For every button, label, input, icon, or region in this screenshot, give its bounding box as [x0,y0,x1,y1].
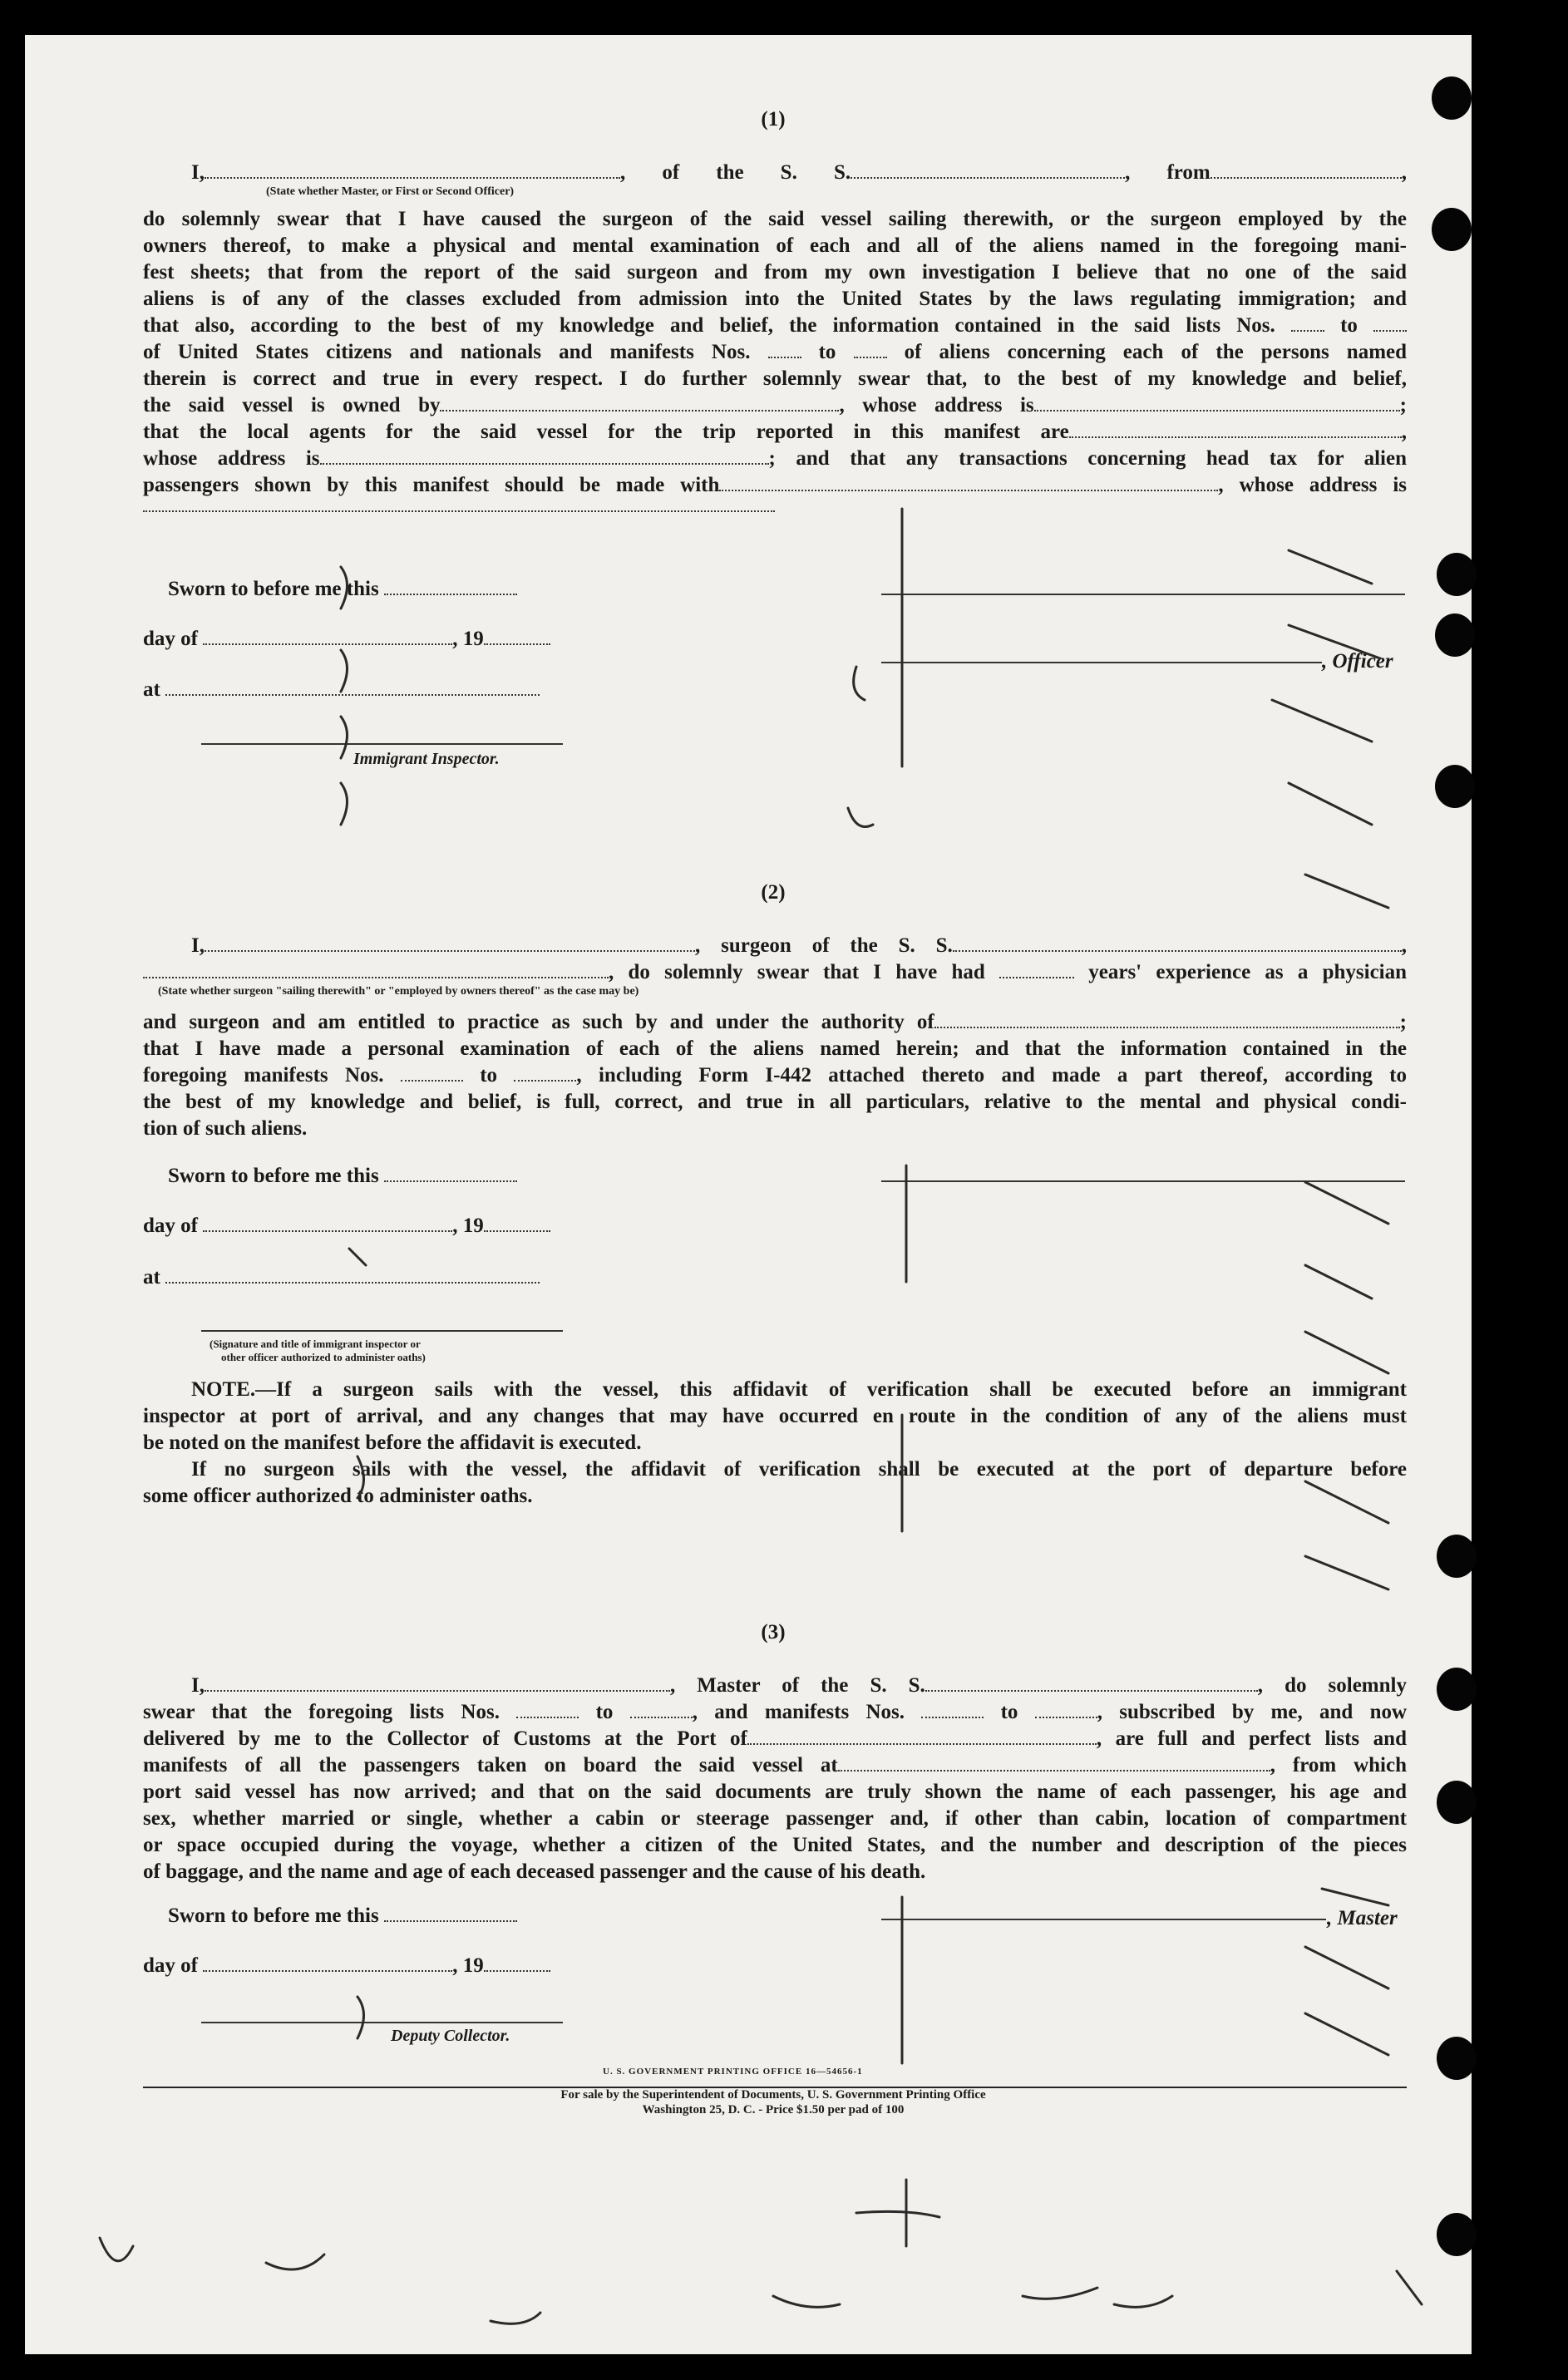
gpo-imprint: U. S. GOVERNMENT PRINTING OFFICE 16—54656-1 [603,2067,863,2077]
binder-hole [1437,2037,1477,2080]
s3-master-label: , Master [1327,1907,1398,1929]
s2-sig-note-1: (Signature and title of immigrant inspector or [210,1338,421,1350]
surgeon-note: (State whether surgeon "sailing therewith" or "employed by owners thereof" as the case may be) [158,985,639,998]
section-3-line-4: manifests of all the passengers taken on board the said vessel at , from which [143,1754,1407,1776]
section-2-foregoing-line: foregoing manifests Nos. to , including Form I-442 attached thereto and made a part thereof, according to [143,1064,1408,1087]
manifest-page [25,35,1472,2354]
s1-sworn: Sworn to before me this [168,577,517,601]
s2-note-1: NOTE.—If a surgeon sails with the vessel, this affidavit of verification shall be executed before an immigrant [191,1378,1407,1401]
footer-line-2: Washington 25, D. C. - Price $1.50 per pad of 100 [642,2103,905,2116]
section-3-number: (3) [761,1621,786,1643]
binder-hole [1437,1535,1477,1578]
binder-hole [1437,1781,1477,1824]
section-1-lists-line: that also, according to the best of my knowledge and belief, the information contained in the said lists Nos. to [143,313,1407,339]
section-3-line-3: delivered by me to the Collector of Customs at the Port of , are full and perfect lists and [143,1727,1407,1750]
s1-immigrant-inspector: Immigrant Inspector. [353,750,500,768]
section-2-personal-line: that I have made a personal examination of each of the aliens named herein; and that the information contained in the [143,1037,1407,1060]
section-1-passengers-line: passengers shown by this manifest should be made with , whose address is [143,474,1407,496]
section-2-best-line: the best of my knowledge and belief, is full, correct, and true in all particulars, relative to the mental and physical condi- [143,1091,1407,1113]
section-1-manifests-line: of United States citizens and nationals and manifests Nos. to of aliens concerning each of the persons named [143,341,1408,363]
officer-note: (State whether Master, or First or Second Officer) [266,185,515,198]
section-3-body-1: port said vessel has now arrived; and that on the said documents are truly shown the name of each passenger, his age and [143,1781,1407,1803]
section-1-correct-line: therein is correct and true in every respect. I do further solemnly swear that, to the best of my knowledge and belief, [143,367,1407,390]
s1-officer-label: , Officer [1322,650,1393,673]
section-2-number: (2) [761,881,786,904]
binder-hole [1435,765,1475,808]
section-1-owned-line: the said vessel is owned by , whose address is ; [143,394,1407,416]
section-1-whose-line: whose address is ; and that any transactions concerning head tax for alien [143,447,1407,470]
section-1-body-1: do solemnly swear that I have caused the surgeon of the said vessel sailing therewith, or the surgeon employed by the [143,208,1407,230]
section-2-line-1: I, , surgeon of the S. S. , [191,934,1407,957]
s2-sig-note-2: other officer authorized to administer oaths) [221,1351,426,1363]
s2-day-of: day of , 19 [143,1214,550,1238]
section-1-number: (1) [761,108,786,131]
s3-deputy-collector: Deputy Collector. [391,2027,510,2045]
section-2-authority-line: and surgeon and am entitled to practice as such by and under the authority of ; [143,1011,1407,1033]
binder-hole [1432,208,1472,251]
section-2-line-2: , do solemnly swear that I have had years' experience as a physician [143,959,1407,986]
binder-hole [1437,1668,1477,1711]
binder-hole [1435,613,1475,657]
footer-line-1: For sale by the Superintendent of Documents, U. S. Government Printing Office [560,2088,986,2102]
s2-note-3: be noted on the manifest before the affidavit is executed. [143,1431,642,1454]
s2-note-2: inspector at port of arrival, and any changes that may have occurred en route in the condition of any of the aliens must [143,1405,1407,1427]
s1-at: at [143,678,540,702]
section-1-body-4: aliens is of any of the classes excluded from admission into the United States by the laws regulating immigration; and [143,288,1407,310]
binder-hole [1437,2213,1477,2256]
section-3-body-3: or space occupied during the voyage, whether a citizen of the United States, and the number and description of the pieces [143,1834,1407,1856]
s2-note-4: If no surgeon sails with the vessel, the affidavit of verification shall be executed at the port of departure before [191,1458,1407,1481]
binder-hole [1437,553,1477,596]
section-3-body-2: sex, whether married or single, whether a cabin or steerage passenger and, if other than cabin, location of compartment [143,1807,1407,1830]
section-1-line-1: I, , of the S. S. , from , [191,161,1407,184]
section-1-agents-line: that the local agents for the said vessel for the trip reported in this manifest are , [143,421,1407,443]
binder-hole [1432,76,1472,120]
s3-sworn: Sworn to before me this [168,1904,517,1928]
section-3-line-1: I, , Master of the S. S. , do solemnly [191,1674,1407,1697]
section-1-body-2: owners thereof, to make a physical and mental examination of each and all of the aliens named in the foregoing mani- [143,234,1407,257]
section-3-body-4: of baggage, and the name and age of each deceased passenger and the cause of his death. [143,1860,926,1883]
s2-sworn: Sworn to before me this [168,1164,517,1188]
s2-at: at [143,1265,540,1289]
s1-day-of: day of , 19 [143,627,550,651]
handwritten-marks [25,35,1472,2354]
section-2-such-line: tion of such aliens. [143,1117,308,1140]
s3-day-of: day of , 19 [143,1954,550,1978]
section-3-line-2: swear that the foregoing lists Nos. to , and manifests Nos. to , subscribed by me, and now [143,1701,1408,1723]
section-1-body-3: fest sheets; that from the report of the said surgeon and from my own investigation I believe that no one of the said [143,261,1407,283]
s2-note-5: some officer authorized to administer oaths. [143,1485,533,1507]
